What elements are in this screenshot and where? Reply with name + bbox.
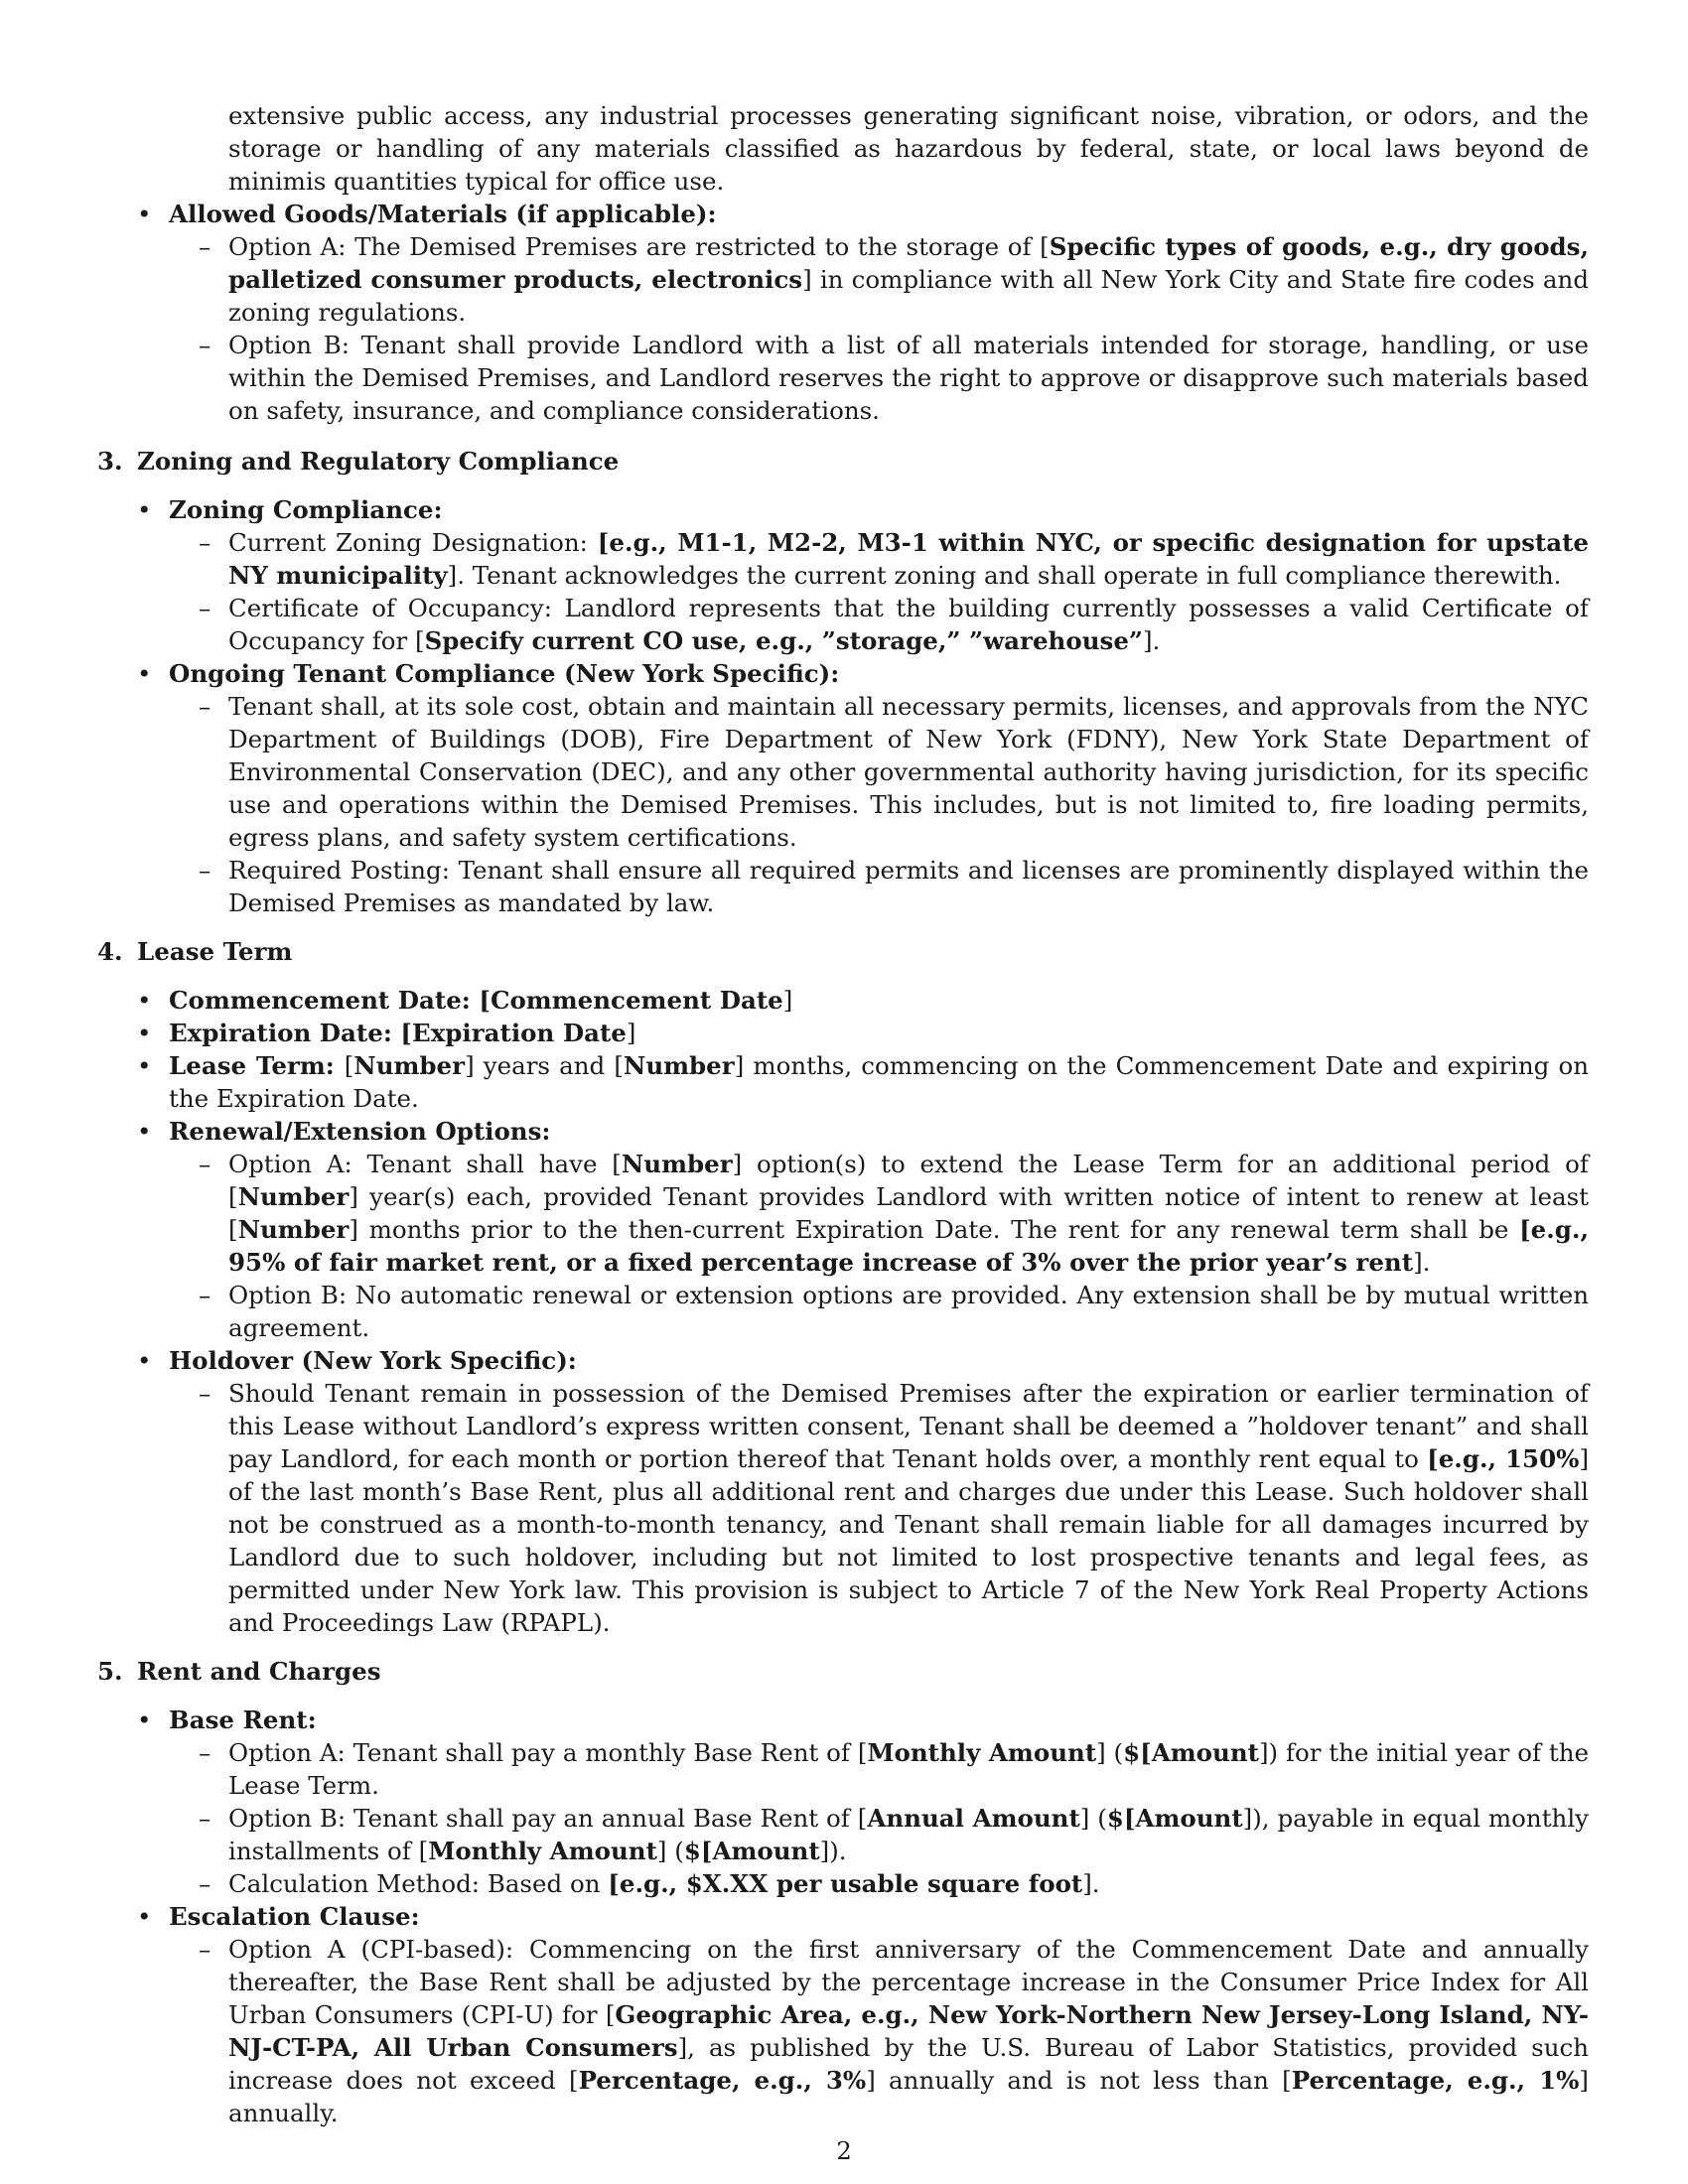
calculation-method: – Calculation Method: Based on [e.g., $X.XX per usable square foot]. — [228, 1869, 1100, 1898]
base-rent-option-a: – Option A: Tenant shall pay a monthly Base Rent of [Monthly Amount] ($[Amount]) for the initial year of the Lease Term. — [228, 1738, 1589, 1800]
renewal-options-items — [228, 1148, 1589, 1344]
page-content — [97, 99, 1589, 2129]
ongoing-compliance-text: – Tenant shall, at its sole cost, obtain and maintain all necessary permits, licenses, and approvals from the NYC Department of Buildings (DOB), Fire Department of New York (FDNY), New York State Department of Environmental Conservation (DEC), and any other governmental authority having jurisdiction, for its specific use and operations within the Demised Premises. This includes, but is not limited to, fire loading permits, egress plans, and safety system certifications. — [228, 692, 1589, 852]
renewal-options-heading: Renewal/Extension Options: — [169, 1117, 551, 1146]
list-item — [169, 493, 1589, 657]
list-item — [169, 198, 1589, 427]
section-5-list — [169, 1704, 1589, 2129]
base-rent-items — [228, 1736, 1589, 1900]
list-item — [169, 984, 1589, 1017]
base-rent-option-b: – Option B: Tenant shall pay an annual Base Rent of [Annual Amount] ($[Amount]), payable in equal monthly installments of [Monthly Amount] ($[Amount]). — [228, 1804, 1589, 1865]
section-4-heading: 4. Lease Term — [97, 937, 293, 966]
list-item — [228, 1867, 1589, 1900]
list-item — [228, 1736, 1589, 1802]
commencement-date: • Commencement Date: [Commencement Date] — [169, 986, 793, 1015]
list-item — [169, 1900, 1589, 2129]
continuation-paragraph: extensive public access, any industrial processes generating significant noise, vibration, or odors, and the storage or handling of any materials classified as hazardous by federal, state, or local laws beyond de minimis quantities typical for office use. — [228, 101, 1589, 196]
list-item — [169, 1049, 1589, 1115]
section-4-list — [169, 984, 1589, 1639]
section-5-heading: 5. Rent and Charges — [97, 1657, 381, 1686]
zoning-compliance-heading: Zoning Compliance: — [169, 495, 443, 524]
list-item — [228, 329, 1589, 427]
allowed-goods-options — [228, 230, 1589, 427]
allowed-goods-option-a: – Option A: The Demised Premises are restricted to the storage of [Specific types of goods, e.g., dry goods, palletized consumer products, electronics] in compliance with all New York City and State fire codes and zoning regulations. — [228, 232, 1590, 327]
escalation-clause-heading: Escalation Clause: — [169, 1902, 420, 1931]
list-item — [228, 1377, 1589, 1639]
list-item — [169, 1115, 1589, 1344]
escalation-clause-items — [228, 1933, 1589, 2129]
section-3-list — [169, 493, 1589, 919]
zoning-designation: – Current Zoning Designation: [e.g., M1-1, M2-2, M3-1 within NYC, or specific designation for upstate NY municipality]. Tenant acknowledges the current zoning and shall operate in full compliance therewith. — [228, 528, 1589, 590]
page-number: 2 — [836, 2136, 852, 2165]
list-item — [228, 1802, 1589, 1867]
holdover-items — [228, 1377, 1589, 1639]
escalation-option-a: – Option A (CPI-based): Commencing on the first anniversary of the Commencement Date and annually thereafter, the Base Rent shall be adjusted by the percentage increase in the Consumer Price Index for All Urban Consumers (CPI-U) for [Geographic Area, e.g., New York-Northern New Jersey-Long Island, NY-NJ-CT-PA, All Urban Consumers], as published by the U.S. Bureau of Labor Statistics, provided such increase does not exceed [Percentage, e.g., 3%] annually and is not less than [Percentage, e.g., 1%] annually. — [228, 1935, 1589, 2127]
renewal-option-a: – Option A: Tenant shall have [Number] option(s) to extend the Lease Term for an additional period of [Number] year(s) each, provided Tenant provides Landlord with written notice of intent to renew at least [Number] months prior to the then-current Expiration Date. The rent for any renewal term shall be [e.g., 95% of fair market rent, or a fixed percentage increase of 3% over the prior year’s rent]. — [228, 1150, 1589, 1277]
expiration-date: • Expiration Date: [Expiration Date] — [169, 1019, 636, 1047]
list-item — [228, 690, 1589, 854]
holdover-heading: Holdover (New York Specific): — [169, 1346, 577, 1375]
list-item — [228, 1279, 1589, 1344]
allowed-goods-option-b: – Option B: Tenant shall provide Landlord with a list of all materials intended for storage, handling, or use within the Demised Premises, and Landlord reserves the right to approve or disapprove such materials based on safety, insurance, and compliance considerations. — [228, 331, 1589, 425]
lease-term: • Lease Term: [Number] years and [Number] months, commencing on the Commencement Date and expiring on the Expiration Date. — [169, 1051, 1590, 1113]
section-3-heading: 3. Zoning and Regulatory Compliance — [97, 447, 620, 476]
list-item — [169, 657, 1589, 919]
list-item — [228, 1933, 1589, 2129]
zoning-compliance-items — [228, 526, 1589, 657]
ongoing-compliance-heading: Ongoing Tenant Compliance (New York Specific): — [169, 659, 840, 688]
list-item — [228, 1148, 1589, 1279]
base-rent-heading: Base Rent: — [169, 1706, 317, 1734]
allowed-goods-list — [169, 198, 1589, 427]
ongoing-compliance-items — [228, 690, 1589, 919]
renewal-option-b: – Option B: No automatic renewal or extension options are provided. Any extension shall be by mutual written agreement. — [228, 1281, 1589, 1342]
list-item — [169, 1704, 1589, 1900]
allowed-goods-heading: Allowed Goods/Materials (if applicable): — [169, 200, 717, 228]
list-item — [169, 1344, 1589, 1639]
list-item — [228, 592, 1589, 657]
holdover-text: – Should Tenant remain in possession of the Demised Premises after the expiration or earlier termination of this Lease without Landlord’s express written consent, Tenant shall be deemed a ”holdover tenant” and shall pay Landlord, for each month or portion thereof that Tenant holds over, a monthly rent equal to [e.g., 150%] of the last month’s Base Rent, plus all additional rent and charges due under this Lease. Such holdover shall not be construed as a month-to-month tenancy, and Tenant shall remain liable for all damages incurred by Landlord due to such holdover, including but not limited to lost prospective tenants and legal fees, as permitted under New York law. This provision is subject to Article 7 of the New York Real Property Actions and Proceedings Law (RPAPL). — [228, 1379, 1589, 1637]
list-item — [228, 230, 1589, 329]
list-item — [169, 1017, 1589, 1049]
certificate-of-occupancy: – Certificate of Occupancy: Landlord represents that the building currently possesses a valid Certificate of Occupancy for [Specify current CO use, e.g., ”storage,” ”warehouse”]. — [228, 594, 1589, 655]
list-item — [228, 854, 1589, 919]
list-item — [228, 526, 1589, 592]
required-posting-text: – Required Posting: Tenant shall ensure all required permits and licenses are prominently displayed within the Demised Premises as mandated by law. — [228, 856, 1589, 917]
